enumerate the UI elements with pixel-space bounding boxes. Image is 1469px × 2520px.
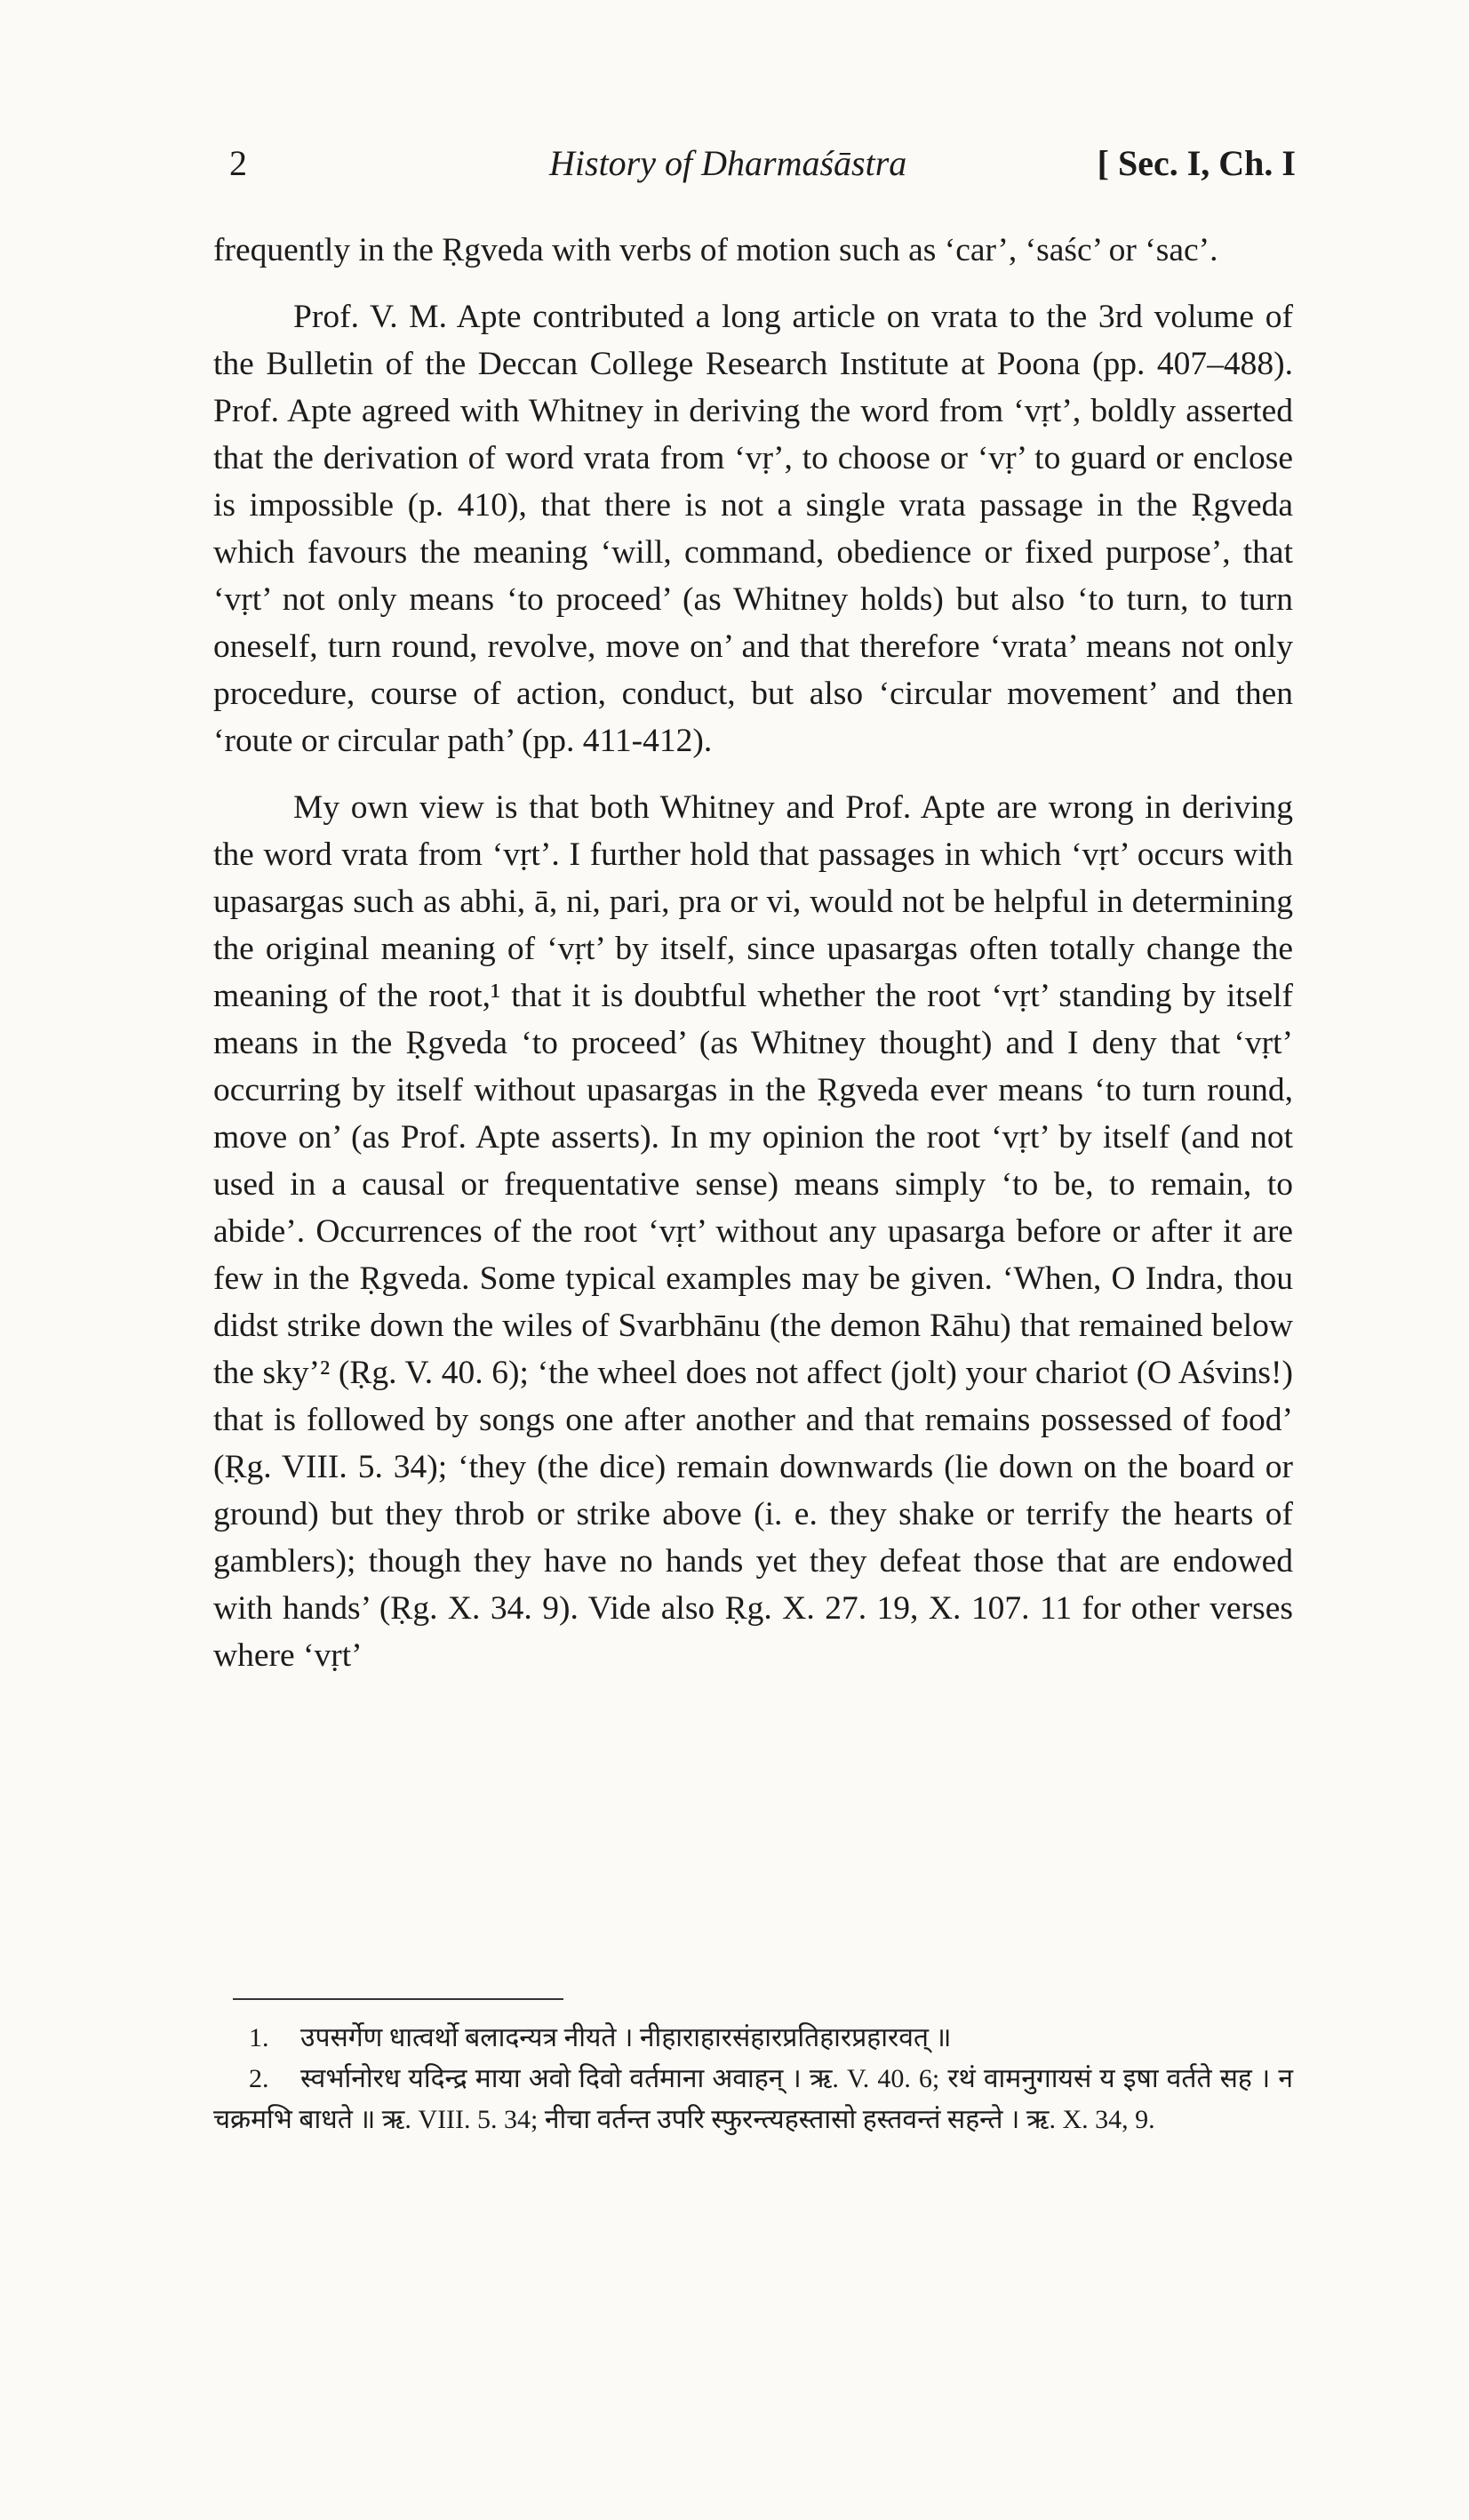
footnote-rule — [233, 1998, 563, 2000]
footnote-number: 1. — [249, 2023, 269, 2052]
paragraph-own-view: My own view is that both Whitney and Prof. Apte are wrong in deriving the word vrata from ‘vṛt’. I further hold that passages in which ‘vṛt’ occurs with upasargas such as abhi, ā, ni, pari, pra or vi, would not be helpful in determining the original meaning of ‘vṛt’ by itself, since upasargas often totally change the meaning of the root,¹ that it is doubtful whether the root ‘vṛt’ standing by itself means in the Ṛgveda ‘to proceed’ (as Whitney thought) and I deny that ‘vṛt’ occurring by itself without upasargas in the Ṛgveda ever means ‘to turn round, move on’ (as Prof. Apte asserts). In my opinion the root ‘vṛt’ by itself (and not used in a causal or frequentative sense) means simply ‘to be, to remain, to abide’. Occurrences of the root ‘vṛt’ without any upasarga before or after it are few in the Ṛgveda. Some typical examples may be given. ‘When, O Indra, thou didst strike down the wiles of Svarbhānu (the demon Rāhu) that remained below the sky’² (Ṛg. V. 40. 6); ‘the wheel does not affect (jolt) your chariot (O Aśvins!) that is followed by songs one after another and that remains possessed of food’ (Ṛg. VIII. 5. 34); ‘they (the dice) remain downwards (lie down on the board or ground) but they throb or strike above (i. e. they shake or terrify the hearts of gamblers); though they have no hands yet they defeat those that are endowed with hands’ (Ṛg. X. 34. 9). Vide also Ṛg. X. 27. 19, X. 107. 11 for other verses where ‘vṛt’ — [213, 789, 1293, 1674]
running-title: History of Dharmaśāstra — [549, 143, 907, 183]
paragraph-apte: Prof. V. M. Apte contributed a long article on vrata to the 3rd volume of the Bulletin of the Deccan College Research Institute at Poona (pp. 407–488). Prof. Apte agreed with Whitney in deriving the word from ‘vṛt’, boldly asserted that the derivation of word vrata from ‘vṛ’, to choose or ‘vṛ’ to guard or enclose is impossible (p. 410), that there is not a single vrata passage in the Ṛgveda which favours the meaning ‘will, command, obedience or fixed purpose’, that ‘vṛt’ not only means ‘to proceed’ (as Whitney holds) but also ‘to turn, to turn oneself, turn round, revolve, move on’ and that therefore ‘vrata’ means not only procedure, course of action, conduct, but also ‘circular movement’ and then ‘route or circular path’ (pp. 411-412). — [213, 299, 1293, 759]
page-header — [229, 142, 1296, 196]
footnote-text: उपसर्गेण धात्वर्थो बलादन्यत्र नीयते । नीहाराहारसंहारप्रतिहारप्रहारवत् ॥ — [300, 2023, 952, 2052]
footnote-1 — [213, 2018, 1293, 2059]
footnote-number: 2. — [249, 2064, 269, 2093]
paragraph-continuation: frequently in the Ṛgveda with verbs of motion such as ‘car’, ‘saśc’ or ‘sac’. — [213, 232, 1218, 268]
page-number: 2 — [229, 143, 247, 183]
footnote-text: स्वर्भानोरध यदिन्द्र माया अवो दिवो वर्तमाना अवाहन् । ऋ. V. 40. 6; रथं वामनुगायसं य इषा वर्तते सह । न चक्रमभि बाधते ॥ ऋ. VIII. 5. 34; नीचा वर्तन्त उपरि स्फुरन्त्यहस्तासो हस्तवन्तं सहन्ते । ऋ. X. 34, 9. — [213, 2064, 1293, 2134]
footnote-2 — [213, 2059, 1293, 2140]
body-text — [213, 227, 1293, 1699]
section-reference: [ Sec. I, Ch. I — [1097, 143, 1296, 183]
footnotes — [213, 2018, 1293, 2140]
